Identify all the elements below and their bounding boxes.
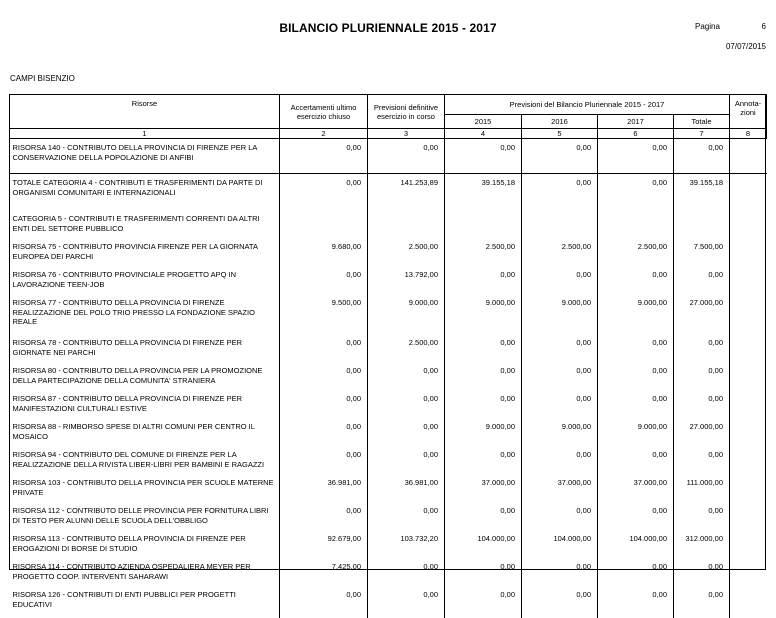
column-number: 6 xyxy=(598,129,674,139)
row-previsioni-definitive: 0,00 xyxy=(368,390,445,418)
row-accertamenti: 0,00 xyxy=(280,334,368,362)
row-totale: 27.000,00 xyxy=(674,294,730,334)
table-row xyxy=(10,390,767,418)
table-row xyxy=(10,530,767,558)
row-description: RISORSA 112 - CONTRIBUTO DELLE PROVINCIA PER FORNITURA LIBRI DI TESTO PER ALUNNI DELLE SCUOLA DELL'OBBLIGO xyxy=(10,502,280,530)
row-value-2016: 0,00 xyxy=(522,586,598,618)
table-row xyxy=(10,502,767,530)
row-previsioni-definitive: 0,00 xyxy=(368,502,445,530)
row-annotazioni xyxy=(730,294,767,334)
table-row xyxy=(10,210,767,238)
row-annotazioni xyxy=(730,502,767,530)
row-description: RISORSA 88 - RIMBORSO SPESE DI ALTRI COMUNI PER CENTRO IL MOSAICO xyxy=(10,418,280,446)
table-row xyxy=(10,334,767,362)
column-number: 5 xyxy=(522,129,598,139)
header-accertamenti: Accertamenti ultimo esercizio chiuso xyxy=(280,95,368,129)
row-totale: 0,00 xyxy=(674,586,730,618)
row-previsioni-definitive: 0,00 xyxy=(368,558,445,586)
row-value-2016: 0,00 xyxy=(522,362,598,390)
row-annotazioni xyxy=(730,418,767,446)
header-year-2015: 2015 xyxy=(445,115,522,129)
row-totale: 312.000,00 xyxy=(674,530,730,558)
row-accertamenti: 0,00 xyxy=(280,139,368,174)
row-value-2016: 0,00 xyxy=(522,502,598,530)
row-previsioni-definitive: 36.981,00 xyxy=(368,474,445,502)
column-numbers-row xyxy=(10,129,767,139)
row-value-2016: 9.000,00 xyxy=(522,294,598,334)
row-accertamenti: 7.425,00 xyxy=(280,558,368,586)
row-value-2015: 0,00 xyxy=(445,558,522,586)
row-value-2016: 0,00 xyxy=(522,174,598,211)
row-value-2017: 0,00 xyxy=(598,390,674,418)
row-annotazioni xyxy=(730,362,767,390)
row-annotazioni xyxy=(730,174,767,211)
row-previsioni-definitive: 2.500,00 xyxy=(368,238,445,266)
row-previsioni-definitive: 0,00 xyxy=(368,418,445,446)
row-annotazioni xyxy=(730,446,767,474)
row-totale: 0,00 xyxy=(674,446,730,474)
row-description: RISORSA 77 - CONTRIBUTO DELLA PROVINCIA DI FIRENZE REALIZZAZIONE DEL POLO TRIO PRESSO LA FONDAZIONE SPAZIO REALE xyxy=(10,294,280,334)
table-row xyxy=(10,266,767,294)
row-annotazioni xyxy=(730,558,767,586)
column-number: 1 xyxy=(10,129,280,139)
row-value-2017: 9.000,00 xyxy=(598,294,674,334)
row-annotazioni xyxy=(730,334,767,362)
row-value-2016: 104.000,00 xyxy=(522,530,598,558)
row-value-2015 xyxy=(445,210,522,238)
table-row xyxy=(10,362,767,390)
row-description: RISORSA 78 - CONTRIBUTO DELLA PROVINCIA DI FIRENZE PER GIORNATE NEI PARCHI xyxy=(10,334,280,362)
row-value-2017: 0,00 xyxy=(598,502,674,530)
row-totale: 7.500,00 xyxy=(674,238,730,266)
row-annotazioni xyxy=(730,139,767,174)
row-accertamenti: 0,00 xyxy=(280,174,368,211)
table-row xyxy=(10,139,767,174)
row-value-2015: 0,00 xyxy=(445,502,522,530)
row-value-2017: 37.000,00 xyxy=(598,474,674,502)
row-description: RISORSA 87 - CONTRIBUTO DELLA PROVINCIA DI FIRENZE PER MANIFESTAZIONI CULTURALI ESTIVE xyxy=(10,390,280,418)
budget-table xyxy=(9,94,767,618)
row-value-2016: 9.000,00 xyxy=(522,418,598,446)
table-header xyxy=(10,95,767,139)
row-value-2017: 0,00 xyxy=(598,362,674,390)
row-annotazioni xyxy=(730,210,767,238)
table-row xyxy=(10,174,767,211)
row-value-2015: 0,00 xyxy=(445,334,522,362)
column-number: 3 xyxy=(368,129,445,139)
row-value-2016: 0,00 xyxy=(522,446,598,474)
row-accertamenti: 0,00 xyxy=(280,362,368,390)
row-accertamenti: 0,00 xyxy=(280,586,368,618)
table-row xyxy=(10,294,767,334)
row-totale: 0,00 xyxy=(674,558,730,586)
page-label: Pagina xyxy=(695,22,720,31)
row-value-2016: 37.000,00 xyxy=(522,474,598,502)
row-value-2016 xyxy=(522,210,598,238)
row-description: TOTALE CATEGORIA 4 - CONTRIBUTI E TRASFERIMENTI DA PARTE DI ORGANISMI COMUNITARI E INTERNAZIONALI xyxy=(10,174,280,211)
row-annotazioni xyxy=(730,586,767,618)
row-totale: 39.155,18 xyxy=(674,174,730,211)
row-previsioni-definitive: 103.732,20 xyxy=(368,530,445,558)
row-accertamenti: 0,00 xyxy=(280,390,368,418)
row-value-2016: 0,00 xyxy=(522,558,598,586)
row-previsioni-definitive: 2.500,00 xyxy=(368,334,445,362)
row-annotazioni xyxy=(730,238,767,266)
row-accertamenti: 36.981,00 xyxy=(280,474,368,502)
row-previsioni-definitive: 0,00 xyxy=(368,586,445,618)
row-value-2017: 0,00 xyxy=(598,334,674,362)
row-description: RISORSA 126 - CONTRIBUTI DI ENTI PUBBLICI PER PROGETTI EDUCATIVI xyxy=(10,586,280,618)
row-previsioni-definitive: 0,00 xyxy=(368,139,445,174)
row-value-2016: 0,00 xyxy=(522,334,598,362)
table-row xyxy=(10,418,767,446)
header-previsioni-bilancio: Previsioni del Bilancio Pluriennale 2015 - 2017 xyxy=(445,95,730,115)
header-risorse: Risorse xyxy=(10,95,280,129)
row-annotazioni xyxy=(730,474,767,502)
row-value-2015: 9.000,00 xyxy=(445,418,522,446)
table-row xyxy=(10,558,767,586)
row-description: RISORSA 140 - CONTRIBUTO DELLA PROVINCIA DI FIRENZE PER LA CONSERVAZIONE DELLA POPOLAZIONE DI ANFIBI xyxy=(10,139,280,174)
row-value-2017: 0,00 xyxy=(598,174,674,211)
row-annotazioni xyxy=(730,266,767,294)
row-value-2015: 39.155,18 xyxy=(445,174,522,211)
row-description: RISORSA 94 - CONTRIBUTO DEL COMUNE DI FIRENZE PER LA REALIZZAZIONE DELLA RIVISTA LIBER-LIBRI PER BAMBINI E RAGAZZI xyxy=(10,446,280,474)
row-accertamenti: 0,00 xyxy=(280,446,368,474)
header-annotazioni: Annota- zioni xyxy=(730,95,767,129)
row-accertamenti: 9.500,00 xyxy=(280,294,368,334)
row-totale: 0,00 xyxy=(674,502,730,530)
row-value-2016: 0,00 xyxy=(522,139,598,174)
row-totale: 0,00 xyxy=(674,266,730,294)
row-value-2017 xyxy=(598,210,674,238)
row-annotazioni xyxy=(730,390,767,418)
table-row xyxy=(10,474,767,502)
row-value-2017: 0,00 xyxy=(598,558,674,586)
row-accertamenti: 0,00 xyxy=(280,502,368,530)
row-value-2017: 104.000,00 xyxy=(598,530,674,558)
row-accertamenti: 92.679,00 xyxy=(280,530,368,558)
row-totale: 111.000,00 xyxy=(674,474,730,502)
table-row xyxy=(10,238,767,266)
row-value-2017: 9.000,00 xyxy=(598,418,674,446)
row-previsioni-definitive xyxy=(368,210,445,238)
row-accertamenti: 0,00 xyxy=(280,418,368,446)
row-value-2017: 0,00 xyxy=(598,139,674,174)
row-previsioni-definitive: 13.792,00 xyxy=(368,266,445,294)
report-title: BILANCIO PLURIENNALE 2015 - 2017 xyxy=(0,21,776,35)
page-number: 6 xyxy=(752,22,766,31)
row-totale: 0,00 xyxy=(674,334,730,362)
row-description: RISORSA 113 - CONTRIBUTO DELLA PROVINCIA DI FIRENZE PER EROGAZIONI DI BORSE DI STUDIO xyxy=(10,530,280,558)
row-value-2017: 0,00 xyxy=(598,266,674,294)
report-date: 07/07/2015 xyxy=(726,42,766,51)
row-value-2016: 0,00 xyxy=(522,266,598,294)
row-value-2015: 104.000,00 xyxy=(445,530,522,558)
row-description: RISORSA 76 - CONTRIBUTO PROVINCIALE PROGETTO APQ IN LAVORAZIONE TEEN-JOB xyxy=(10,266,280,294)
row-description: RISORSA 80 - CONTRIBUTO DELLA PROVINCIA PER LA PROMOZIONE DELLA PARTECIPAZIONE DELLA COMUNITA' STRANIERA xyxy=(10,362,280,390)
row-description: RISORSA 103 - CONTRIBUTO DELLA PROVINCIA PER SCUOLE MATERNE PRIVATE xyxy=(10,474,280,502)
row-previsioni-definitive: 9.000,00 xyxy=(368,294,445,334)
row-description: RISORSA 75 - CONTRIBUTO PROVINCIA FIRENZE PER LA GIORNATA EUROPEA DEI PARCHI xyxy=(10,238,280,266)
row-totale: 0,00 xyxy=(674,390,730,418)
header-year-2016: 2016 xyxy=(522,115,598,129)
column-number: 8 xyxy=(730,129,767,139)
header-year-2017: 2017 xyxy=(598,115,674,129)
column-number: 2 xyxy=(280,129,368,139)
row-totale: 27.000,00 xyxy=(674,418,730,446)
row-totale: 0,00 xyxy=(674,362,730,390)
row-description: RISORSA 114 - CONTRIBUTO AZIENDA OSPEDALIERA MEYER PER PROGETTO COOP. INTERVENTI SAHARAWI xyxy=(10,558,280,586)
column-number: 7 xyxy=(674,129,730,139)
row-value-2016: 0,00 xyxy=(522,390,598,418)
row-annotazioni xyxy=(730,530,767,558)
table-row xyxy=(10,586,767,618)
row-value-2017: 0,00 xyxy=(598,586,674,618)
row-previsioni-definitive: 0,00 xyxy=(368,446,445,474)
row-value-2015: 9.000,00 xyxy=(445,294,522,334)
row-value-2015: 0,00 xyxy=(445,362,522,390)
table-body xyxy=(10,139,767,618)
entity-name: CAMPI BISENZIO xyxy=(10,74,75,83)
row-previsioni-definitive: 141.253,89 xyxy=(368,174,445,211)
header-previsioni-definitive: Previsioni definitive esercizio in corso xyxy=(368,95,445,129)
row-value-2015: 0,00 xyxy=(445,139,522,174)
row-description: CATEGORIA 5 - CONTRIBUTI E TRASFERIMENTI CORRENTI DA ALTRI ENTI DEL SETTORE PUBBLICO xyxy=(10,210,280,238)
column-number: 4 xyxy=(445,129,522,139)
row-value-2015: 2.500,00 xyxy=(445,238,522,266)
row-previsioni-definitive: 0,00 xyxy=(368,362,445,390)
row-value-2015: 0,00 xyxy=(445,586,522,618)
row-accertamenti xyxy=(280,210,368,238)
row-value-2017: 2.500,00 xyxy=(598,238,674,266)
header-totale: Totale xyxy=(674,115,730,129)
row-value-2015: 0,00 xyxy=(445,266,522,294)
row-totale: 0,00 xyxy=(674,139,730,174)
row-value-2017: 0,00 xyxy=(598,446,674,474)
table-row xyxy=(10,446,767,474)
row-value-2016: 2.500,00 xyxy=(522,238,598,266)
row-value-2015: 37.000,00 xyxy=(445,474,522,502)
row-value-2015: 0,00 xyxy=(445,446,522,474)
row-accertamenti: 0,00 xyxy=(280,266,368,294)
row-accertamenti: 9.680,00 xyxy=(280,238,368,266)
row-value-2015: 0,00 xyxy=(445,390,522,418)
row-totale xyxy=(674,210,730,238)
